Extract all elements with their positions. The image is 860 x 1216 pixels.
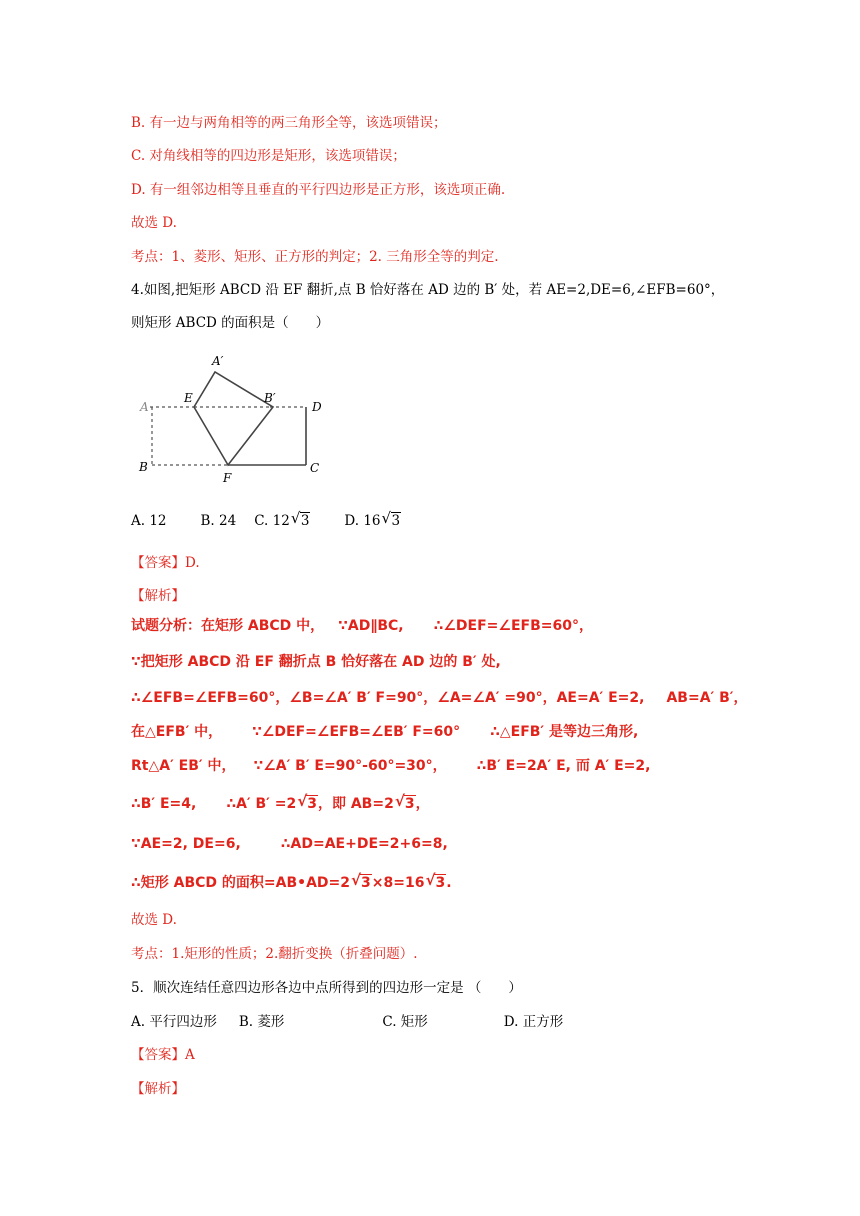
analysis-line-4: 在△EFB′ 中， ∵∠DEF=∠EFB=∠EB′ F=60° ∴△EFB′ 是等边三角形,	[131, 724, 639, 740]
fig-label-A1: A′	[212, 354, 224, 368]
q4-options	[131, 509, 401, 530]
analysis-line-6: ∴B′ E=4, ∴A′ B′ =2 √ 3，即 AB=2 √ 3，	[131, 792, 430, 812]
q4-jiexi-heading: 【解析】	[131, 588, 185, 604]
prev-option-d: D. 有一组邻边相等且垂直的平行四边形是正方形，该选项正确.	[131, 182, 506, 198]
q5-option-b[interactable]: B. 菱形	[238, 1014, 285, 1030]
q4-stem-line2: 则矩形 ABCD 的面积是（ ）	[131, 315, 330, 331]
fig-label-F: F	[223, 471, 232, 485]
q4-option-d[interactable]: D. 16 √ 3	[344, 509, 401, 529]
q4-choice: 故选 D.	[131, 912, 177, 928]
fig-label-B1: B′	[264, 391, 276, 405]
q5-option-d[interactable]: D. 正方形	[503, 1014, 564, 1030]
q5-options	[131, 1013, 563, 1031]
q4-option-c[interactable]: C. 12 √ 3	[254, 509, 310, 529]
prev-option-c: C. 对角线相等的四边形是矩形，该选项错误；	[131, 148, 406, 164]
q5-jiexi-heading: 【解析】	[131, 1081, 185, 1097]
prev-kaodian: 考点：1、菱形、矩形、正方形的判定；2. 三角形全等的判定.	[131, 249, 499, 265]
prev-choice: 故选 D.	[131, 215, 177, 231]
q4-option-a[interactable]: A. 12	[131, 513, 167, 529]
q5-answer: 【答案】A	[131, 1047, 195, 1063]
fig-folded-quad	[194, 372, 273, 465]
q4-option-b[interactable]: B. 24	[200, 513, 237, 529]
fig-label-B: B	[139, 460, 148, 474]
analysis-line-1: 试题分析：在矩形 ABCD 中， ∵AD∥BC, ∴∠DEF=∠EFB=60°，	[131, 618, 593, 634]
analysis-line-3: ∴∠EFB=∠EFB=60°，∠B=∠A′ B′ F=90°，∠A=∠A′ =90°，AE=A′ E=2, AB=A′ B′，	[131, 690, 748, 706]
q4-figure	[130, 345, 340, 490]
analysis-line-7: ∵AE=2, DE=6, ∴AD=AE+DE=2+6=8,	[131, 836, 448, 852]
q4-answer: 【答案】D.	[131, 555, 200, 571]
fig-label-E: E	[184, 391, 193, 405]
prev-option-b: B. 有一边与两角相等的两三角形全等，该选项错误；	[131, 115, 447, 131]
q5-option-a[interactable]: A. 平行四边形	[131, 1014, 217, 1030]
q5-option-c[interactable]: C. 矩形	[382, 1014, 428, 1030]
analysis-line-5: Rt△A′ EB′ 中， ∵∠A′ B′ E=90°-60°=30°， ∴B′ E=2A′ E, 而 A′ E=2,	[131, 758, 651, 774]
analysis-line-2: ∵把矩形 ABCD 沿 EF 翻折点 B 恰好落在 AD 边的 B′ 处,	[131, 654, 501, 670]
fig-label-A: A	[140, 400, 149, 414]
fig-label-C: C	[310, 461, 320, 475]
fig-label-D: D	[312, 400, 322, 414]
q4-kaodian: 考点：1.矩形的性质；2.翻折变换（折叠问题）.	[131, 946, 418, 962]
q4-stem-line1: 4.如图,把矩形 ABCD 沿 EF 翻折,点 B 恰好落在 AD 边的 B′ 处，若 AE=2,DE=6,∠EFB=60°，	[131, 282, 725, 298]
analysis-line-8: ∴矩形 ABCD 的面积=AB•AD=2 √ 3×8=16 √ 3.	[131, 871, 452, 891]
q5-stem: 5．顺次连结任意四边形各边中点所得到的四边形一定是 （ ）	[131, 980, 522, 996]
